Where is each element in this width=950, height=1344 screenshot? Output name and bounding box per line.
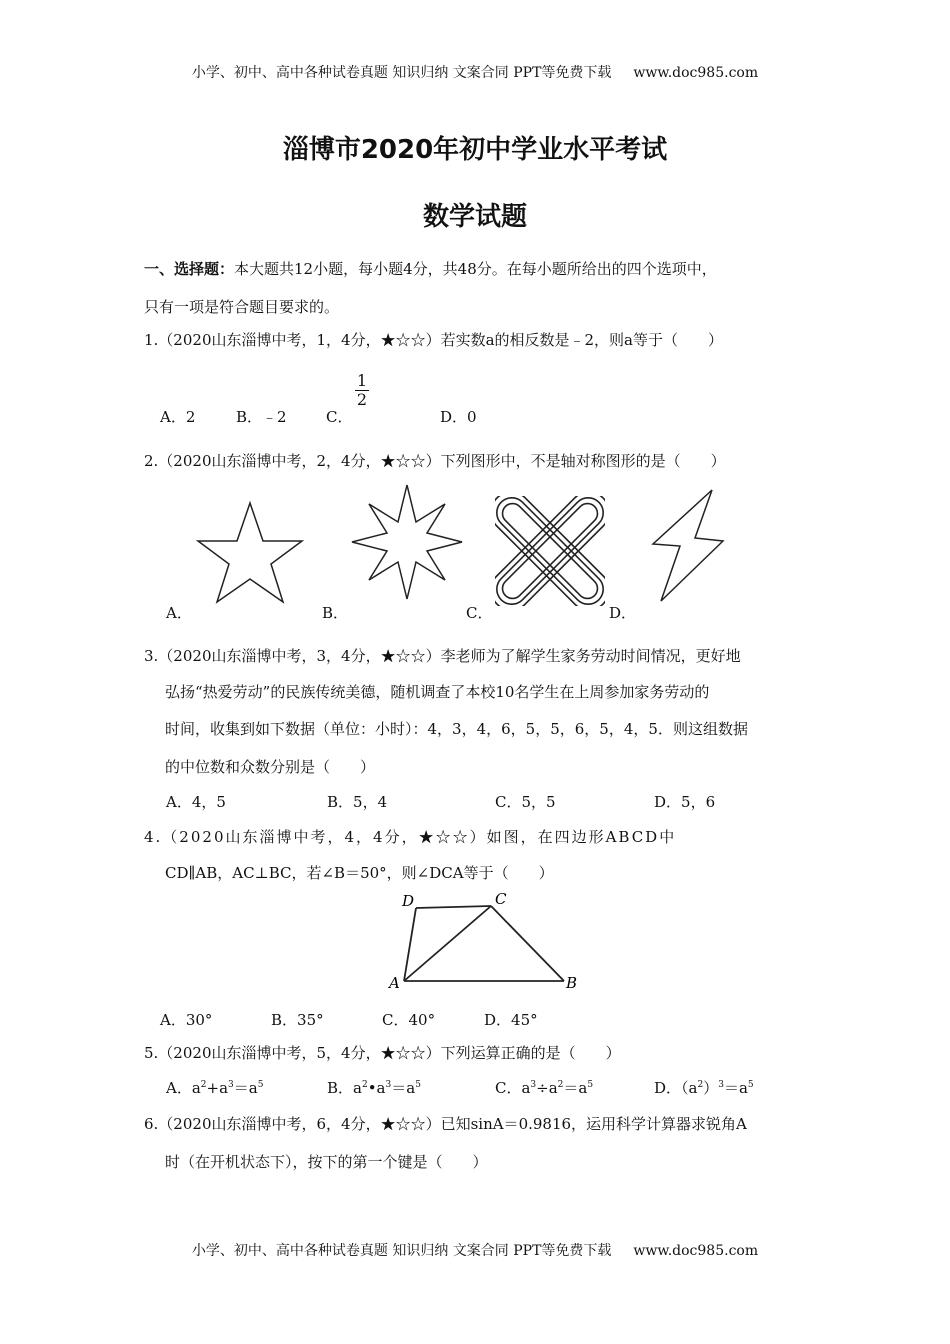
q2-stem: 2.（2020山东淄博中考，2，4分，★☆☆）下列图形中，不是轴对称图形的是（ ） bbox=[144, 452, 726, 470]
q4-stem-line-1: 4.（2020山东淄博中考，4，4分，★☆☆）如图，在四边形ABCD中 bbox=[144, 828, 677, 846]
q3-stem-line-2: 弘扬“热爱劳动”的民族传统美德，随机调查了本校10名学生在上周参加家务劳动的 bbox=[165, 683, 710, 701]
section-desc-1: 本大题共12小题，每小题4分，共48分。在每小题所给出的四个选项中， bbox=[234, 260, 717, 278]
q5-option-d: D．$(a^2)^3=a^5$ bbox=[654, 1079, 754, 1097]
q2-option-d: D． bbox=[609, 604, 637, 622]
fraction-numerator: 1 bbox=[356, 371, 368, 390]
q1-option-a: A．2 bbox=[160, 408, 196, 426]
exam-title: 淄博市2020年初中学业水平考试 bbox=[282, 135, 668, 165]
q1-option-d: D．0 bbox=[440, 408, 477, 426]
section-desc-2: 只有一项是符合题目要求的。 bbox=[144, 298, 340, 316]
q5-stem: 5.（2020山东淄博中考，5，4分，★☆☆）下列运算正确的是（ ） bbox=[144, 1044, 621, 1062]
q5-option-b: B．$a^2•a^3=a^5$ bbox=[327, 1079, 421, 1097]
segment-ad bbox=[404, 908, 416, 981]
q2-option-b: B． bbox=[322, 604, 349, 622]
q6-stem-line-2: 时（在开机状态下），按下的第一个键是（ ） bbox=[165, 1153, 488, 1171]
q3-option-d: D．5，6 bbox=[654, 793, 716, 811]
q2-option-c: C． bbox=[466, 604, 493, 622]
q6-stem-line-1: 6.（2020山东淄博中考，6，4分，★☆☆）已知sinA＝0.9816，运用科学计算器求锐角A bbox=[144, 1115, 747, 1133]
q3-stem-line-4: 的中位数和众数分别是（ ） bbox=[165, 758, 376, 776]
q5-option-a: A．$a^2+a^3=a^5$ bbox=[166, 1079, 264, 1097]
vertex-label-c: C bbox=[495, 890, 507, 908]
q3-option-c: C．5，5 bbox=[495, 793, 556, 811]
segment-ac bbox=[404, 906, 491, 981]
q3-stem-line-1: 3.（2020山东淄博中考，3，4分，★☆☆）李老师为了解学生家务劳动时间情况，更好地 bbox=[144, 647, 741, 665]
exam-subtitle: 数学试题 bbox=[422, 202, 527, 232]
fraction-denominator: 2 bbox=[356, 390, 368, 409]
q2-figure-knot bbox=[495, 496, 605, 606]
segment-dc bbox=[416, 906, 491, 908]
q4-quadrilateral-figure bbox=[386, 888, 586, 993]
q3-option-a: A．4，5 bbox=[166, 793, 226, 811]
q5-option-c: C．$a^3\div a^2=a^5$ bbox=[495, 1079, 594, 1097]
header-text: 小学、初中、高中各种试卷真题 知识归纳 文案合同 PPT等免费下载 bbox=[191, 65, 612, 81]
q1-option-c: C． bbox=[326, 408, 353, 426]
footer-text: 小学、初中、高中各种试卷真题 知识归纳 文案合同 PPT等免费下载 bbox=[191, 1243, 612, 1259]
vertex-label-a: A bbox=[389, 974, 400, 992]
q3-option-b: B．5，4 bbox=[327, 793, 388, 811]
segment-cb bbox=[491, 906, 564, 981]
q4-option-a: A．30° bbox=[160, 1011, 213, 1029]
q2-figure-lightning bbox=[645, 486, 730, 606]
q1-stem: 1.（2020山东淄博中考，1，4分，★☆☆）若实数a的相反数是﹣2，则a等于（ ） bbox=[144, 331, 724, 349]
footer-site[interactable]: www.doc985.com bbox=[633, 1243, 759, 1259]
q4-option-d: D．45° bbox=[484, 1011, 538, 1029]
q1-fraction bbox=[355, 372, 369, 409]
section-description bbox=[144, 258, 717, 279]
q2-figure-star bbox=[190, 498, 310, 608]
q4-stem-line-2: CD∥AB，AC⊥BC，若∠B＝50°，则∠DCA等于（ ） bbox=[165, 864, 554, 882]
q2-figure-compass-star bbox=[350, 482, 465, 602]
q3-stem-line-3: 时间，收集到如下数据（单位：小时）：4，3，4，6，5，5，6，5，4，5．则这组数据 bbox=[165, 720, 748, 738]
vertex-label-d: D bbox=[402, 892, 415, 910]
header-site[interactable]: www.doc985.com bbox=[633, 65, 759, 81]
section-label: 一、选择题： bbox=[144, 260, 235, 278]
vertex-label-b: B bbox=[566, 974, 578, 992]
q1-option-b: B．﹣2 bbox=[236, 408, 287, 426]
q2-option-a: A． bbox=[166, 604, 192, 622]
q4-option-b: B．35° bbox=[271, 1011, 324, 1029]
page-header bbox=[0, 62, 950, 82]
page-footer bbox=[0, 1240, 950, 1260]
q4-option-c: C．40° bbox=[382, 1011, 436, 1029]
